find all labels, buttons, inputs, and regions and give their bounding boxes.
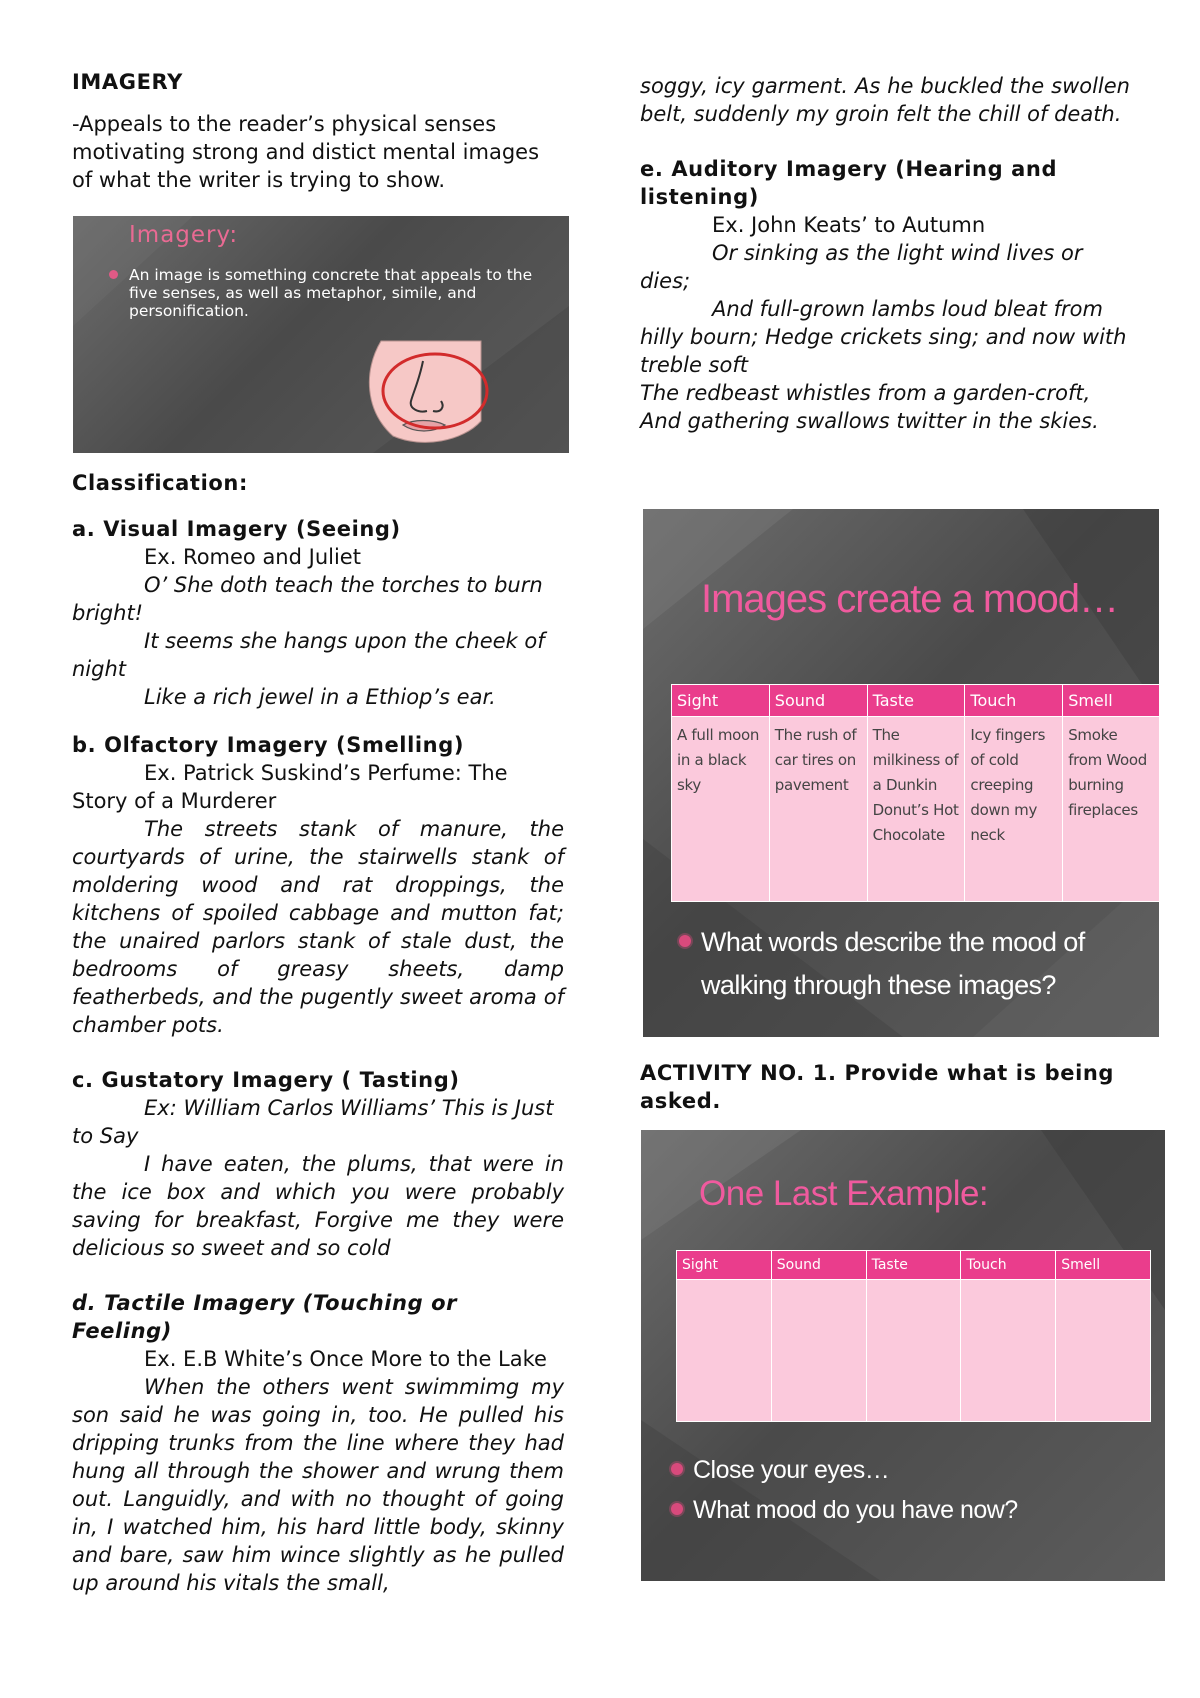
bullet-icon <box>679 935 691 947</box>
nose-illustration-icon <box>353 331 513 446</box>
table-header: Touch <box>965 685 1063 717</box>
slide2-bullet <box>679 921 1141 1007</box>
slide3-bullet-2-text: What mood do you have now? <box>693 1496 1018 1524</box>
table-cell <box>961 1280 1056 1422</box>
table-cell: The milkiness of a Dunkin Donut’s Hot Chocolate <box>867 717 965 902</box>
table-header: Taste <box>866 1251 961 1280</box>
table-cell <box>677 1280 772 1422</box>
last-example-slide <box>641 1130 1165 1581</box>
slide3-title: One Last Example: <box>699 1174 989 1213</box>
bullet-icon <box>671 1503 683 1515</box>
table-cell: Icy fingers of cold creeping down my neck <box>965 717 1063 902</box>
visual-line2: It seems she hangs upon the cheek of night <box>72 629 545 681</box>
imagery-slide <box>73 216 569 453</box>
imagery-definition: -Appeals to the reader’s physical senses motivating strong and distict mental images of what the writer is trying to show. <box>72 112 540 192</box>
olfactory-heading: b. Olfactory Imagery (Smelling) <box>72 733 465 757</box>
bullet-icon <box>671 1463 683 1475</box>
auditory-line4: And gathering swallows twitter in the skies. <box>640 409 1099 433</box>
table-header: Taste <box>867 685 965 717</box>
table-row <box>677 1280 1151 1422</box>
senses-table <box>671 684 1159 902</box>
left-column <box>72 0 564 194</box>
slide3-bullet-2 <box>671 1490 1153 1530</box>
activity-heading: ACTIVITY NO. 1. Provide what is being asked. <box>640 1061 1115 1113</box>
auditory-line3: The redbeast whistles from a garden-croft, <box>640 381 1091 405</box>
table-header: Smell <box>1056 1251 1151 1280</box>
table-cell <box>866 1280 961 1422</box>
visual-line1: O’ She doth teach the torches to burn bright! <box>72 573 543 625</box>
mood-slide <box>643 509 1159 1037</box>
table-cell <box>1056 1280 1151 1422</box>
tactile-quote: When the others went swimmimg my son said he was going in, too. He pulled his dripping trunks from the line where they had hung all through the shower and wrung them out. Languidly, and with no thought of going in, I watched him, his hard little body, skinny and bare, saw him wince slightly as he pulled up around his vitals the small, <box>72 1375 564 1595</box>
slide1-title: Imagery: <box>129 222 239 248</box>
slide2-bullet-text: What words describe the mood of walking through these images? <box>701 927 1085 1000</box>
table-cell: Smoke from Wood burning fireplaces <box>1063 717 1159 902</box>
olfactory-example: Ex. Patrick Suskind’s Perfume: The Story of a Murderer <box>72 761 508 813</box>
right-column <box>640 72 1130 435</box>
table-cell: The rush of car tires on pavement <box>769 717 867 902</box>
classification-section <box>72 469 564 1597</box>
bullet-icon <box>109 270 118 279</box>
table-header: Touch <box>961 1251 1056 1280</box>
auditory-line2: And full-grown lambs loud bleat from hilly bourn; Hedge crickets sing; and now with treble soft <box>640 297 1127 377</box>
tactile-heading: d. Tactile Imagery (Touching or Feeling) <box>72 1291 458 1343</box>
classification-heading: Classification: <box>72 471 248 495</box>
gustatory-quote: I have eaten, the plums, that were in the ice box and which you were probably saving for breakfast, Forgive me they were delicious so sweet and so cold <box>72 1152 564 1260</box>
slide1-bullet-text: An image is something concrete that appeals to the five senses, as well as metaphor, simile, and personification. <box>129 266 533 320</box>
tactile-example: Ex. E.B White’s Once More to the Lake <box>144 1347 547 1371</box>
empty-senses-table <box>676 1250 1151 1422</box>
visual-heading: a. Visual Imagery (Seeing) <box>72 517 401 541</box>
activity-block <box>640 1059 1130 1115</box>
auditory-line1: Or sinking as the light wind lives or dies; <box>640 241 1083 293</box>
gustatory-heading: c. Gustatory Imagery ( Tasting) <box>72 1068 460 1092</box>
auditory-example: Ex. John Keats’ to Autumn <box>712 213 986 237</box>
auditory-heading: e. Auditory Imagery (Hearing and listening) <box>640 157 1058 209</box>
table-cell <box>771 1280 866 1422</box>
page-title: IMAGERY <box>72 70 183 94</box>
table-header: Sight <box>677 1251 772 1280</box>
tactile-continued: soggy, icy garment. As he buckled the swollen belt, suddenly my groin felt the chill of death. <box>640 74 1130 126</box>
table-header: Smell <box>1063 685 1159 717</box>
table-header: Sound <box>769 685 867 717</box>
table-row <box>672 717 1160 902</box>
table-cell: A full moon in a black sky <box>672 717 770 902</box>
visual-example: Ex. Romeo and Juliet <box>144 545 361 569</box>
slide2-title: Images create a mood… <box>701 577 1118 621</box>
slide3-bullet-1 <box>671 1450 1153 1490</box>
slide1-bullet <box>107 266 549 320</box>
table-header: Sight <box>672 685 770 717</box>
visual-line3: Like a rich jewel in a Ethiop’s ear. <box>144 685 496 709</box>
slide3-bullet-1-text: Close your eyes… <box>693 1456 890 1484</box>
gustatory-example: Ex: William Carlos Williams’ This is Just to Say <box>72 1096 554 1148</box>
table-header: Sound <box>771 1251 866 1280</box>
olfactory-quote: The streets stank of manure, the courtyards of urine, the stairwells stank of moldering wood and rat droppings, the kitchens of spoiled cabbage and mutton fat; the unaired parlors stank of stale dust, the bedrooms of greasy sheets, damp featherbeds, and the pugently sweet aroma of chamber pots. <box>72 817 564 1037</box>
